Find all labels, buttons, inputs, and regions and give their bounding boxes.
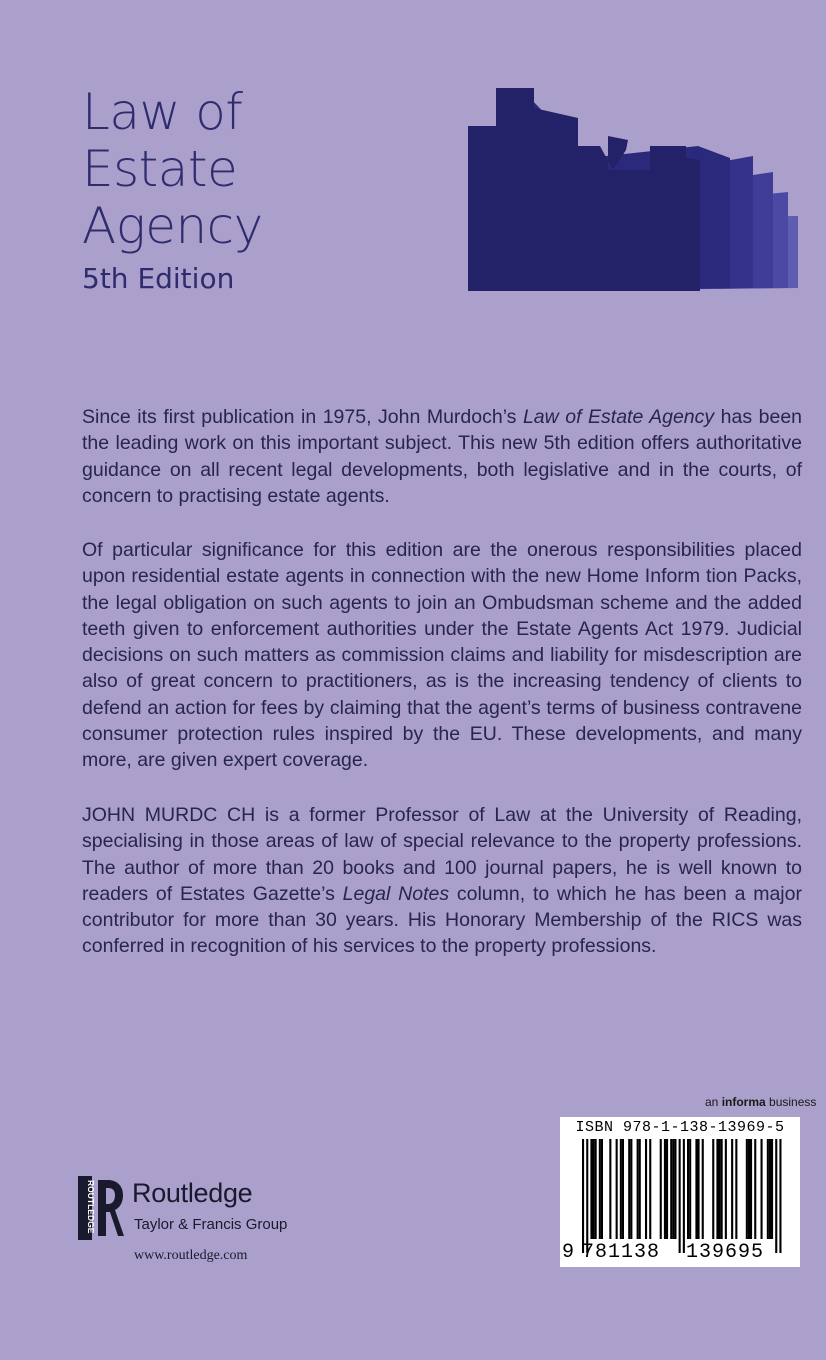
barcode-bar xyxy=(687,1139,689,1239)
barcode-bar xyxy=(775,1139,777,1253)
barcode-bar xyxy=(645,1139,647,1239)
barcode-bar xyxy=(595,1139,597,1239)
title-line-2: Estate xyxy=(82,140,238,198)
blurb-paragraph-2: Of particular significance for this edition are the onerous responsibilities placed upon residential estate agents in connection with the new Home Inform tion Packs, the legal obligation on such agents to join an Ombudsman scheme and the added teeth given to enforcement authorities under the Estate Agents Act 1979. Judicial decisions on such matters as commission claims and liability for misdescription are also of great concern to practitioners, as is the increasing tendency of clients to defend an action for fees by claiming that the agent’s terms of business contravene consumer protection rules inspired by the EU. These developments, and many more, are given expert coverage. xyxy=(82,539,802,772)
barcode-bar xyxy=(628,1139,630,1239)
ean-right-group: 139695 xyxy=(686,1241,765,1264)
p1-book-title: Law of Estate Agency xyxy=(522,406,715,428)
barcode-bar xyxy=(748,1139,750,1239)
skyline-building xyxy=(468,88,700,291)
informa-tagline: an informa business xyxy=(705,1095,817,1109)
barcode-bar xyxy=(622,1139,624,1239)
barcode-bar xyxy=(637,1139,639,1239)
barcode-bar xyxy=(771,1139,773,1239)
barcode-bar xyxy=(695,1139,697,1239)
barcode-bar xyxy=(731,1139,733,1239)
barcode-bar xyxy=(616,1139,618,1239)
barcode-bar xyxy=(761,1139,763,1239)
barcode-bar xyxy=(672,1139,674,1239)
barcode-bar xyxy=(735,1139,737,1239)
p3-before: JOHN MURDC CH is a former Professor of Law at the University of Reading, specialising in those areas of law of special relevance to the property professions. The author of more than 20 books and 100 journal papers, he is well known to readers of Estates Gazette’s xyxy=(82,804,802,905)
barcode-bar xyxy=(666,1139,668,1239)
title-line-1: Law of xyxy=(82,83,243,141)
isbn-label: ISBN 978-1-138-13969-5 xyxy=(575,1119,785,1136)
routledge-logo-icon xyxy=(78,1176,124,1240)
publisher-group: Taylor & Francis Group xyxy=(134,1216,288,1233)
title-line-3: Agency xyxy=(82,197,263,255)
edition-label: 5th Edition xyxy=(82,262,235,295)
publisher-url[interactable]: www.routledge.com xyxy=(134,1248,248,1263)
barcode-bar xyxy=(670,1139,672,1239)
barcode-bar xyxy=(698,1139,700,1239)
barcode-bar xyxy=(712,1139,714,1239)
barcode-bar xyxy=(582,1139,584,1253)
barcode-bar xyxy=(620,1139,622,1239)
barcode-bar xyxy=(660,1139,662,1239)
barcode-bar xyxy=(716,1139,718,1239)
barcode-bar xyxy=(719,1139,721,1239)
p1-before: Since its first publication in 1975, John Murdoch’s xyxy=(82,406,523,428)
barcode-bar xyxy=(689,1139,691,1239)
barcode-bar xyxy=(779,1139,781,1253)
publisher-name: Routledge xyxy=(132,1178,253,1208)
barcode-bar xyxy=(754,1139,756,1239)
barcode-bar xyxy=(702,1139,704,1239)
barcode-bar xyxy=(593,1139,595,1239)
barcode-bar xyxy=(721,1139,723,1239)
barcode-bar xyxy=(586,1139,588,1253)
p1-after: has been the leading work on this important subject. This new 5th edition offers authoritative guidance on all recent legal developments, both legislative and in the courts, of concern to practising estate agents. xyxy=(82,406,803,507)
routledge-vertical-text: ROUTLEDGE xyxy=(86,1180,96,1234)
p3-after: column, to which he has been a major contributor for more than 30 years. His Honorary Membership of the RICS was conferred in recognition of his services to the property professions. xyxy=(82,882,802,958)
barcode-bar xyxy=(725,1139,727,1239)
barcode-bar xyxy=(683,1139,685,1253)
barcode-bar xyxy=(674,1139,676,1239)
book-title xyxy=(82,84,263,255)
barcode-bar xyxy=(769,1139,771,1239)
blurb-paragraph-1 xyxy=(82,404,802,509)
barcode-bar xyxy=(601,1139,603,1239)
author-bio-paragraph xyxy=(82,802,802,960)
barcode-bar xyxy=(599,1139,601,1239)
p3-column-title: Legal Notes xyxy=(342,882,450,905)
barcode-bar xyxy=(649,1139,651,1239)
barcode-bar xyxy=(679,1139,681,1253)
barcode-bar xyxy=(630,1139,632,1239)
barcode-panel xyxy=(560,1117,800,1267)
barcode-bar xyxy=(590,1139,592,1239)
barcode-bar xyxy=(746,1139,748,1239)
barcode-bar xyxy=(767,1139,769,1239)
barcode-bar xyxy=(750,1139,752,1239)
barcode-bar xyxy=(664,1139,666,1239)
informa-brand: informa xyxy=(721,1095,766,1109)
ean-left-group: 781138 xyxy=(582,1241,661,1264)
skyline-graphic xyxy=(468,88,808,298)
ean-first-digit: 9 xyxy=(562,1241,575,1264)
barcode-bar xyxy=(609,1139,611,1239)
barcode-bar xyxy=(639,1139,641,1239)
